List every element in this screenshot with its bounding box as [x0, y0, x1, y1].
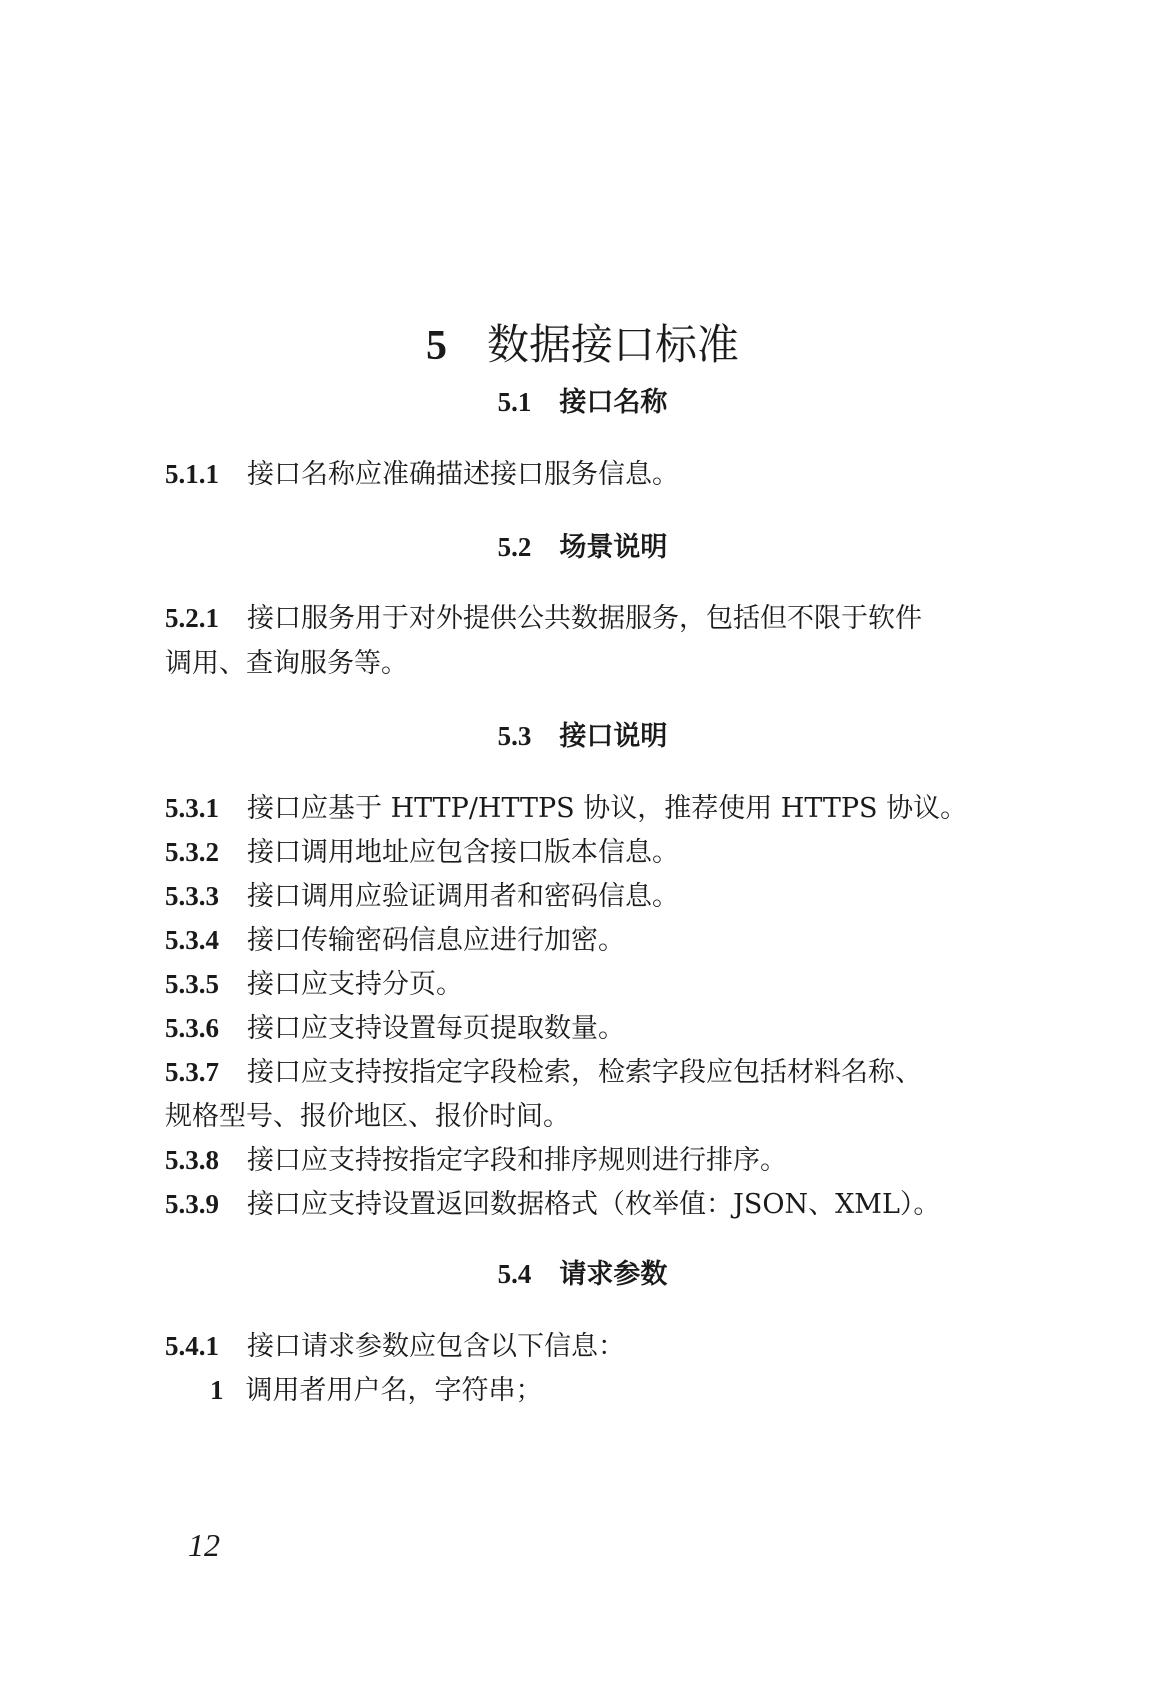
- clause-5-3-1: [165, 786, 1005, 831]
- clause-text: 接口应支持分页。: [247, 969, 463, 1000]
- clause-5-3-2: [165, 830, 1005, 875]
- section-number: 5.1: [497, 387, 532, 417]
- clause-text-line-1: 接口应支持按指定字段检索，检索字段应包括材料名称、: [247, 1057, 922, 1088]
- clause-text: 接口应支持设置每页提取数量。: [247, 1013, 625, 1044]
- section-heading-5-3: [0, 718, 1165, 755]
- clause-text: 接口调用应验证调用者和密码信息。: [247, 881, 679, 912]
- clause-5-3-5: [165, 962, 1005, 1007]
- section-heading-5-2: [0, 529, 1165, 566]
- clause-5-2-1: [165, 596, 1005, 641]
- section-number: 5.4: [497, 1259, 532, 1289]
- section-title: 接口说明: [559, 721, 668, 752]
- clause-5-4-1: [165, 1324, 1005, 1369]
- clause-text: 接口应支持设置返回数据格式（枚举值：JSON、XML）。: [247, 1189, 941, 1220]
- clause-text: 接口应支持按指定字段和排序规则进行排序。: [247, 1145, 787, 1176]
- chapter-title: [0, 318, 1165, 373]
- clause-5-3-3: [165, 874, 1005, 919]
- clause-number: 5.1.1: [165, 459, 219, 489]
- clause-number: 5.3.7: [165, 1057, 219, 1087]
- clause-5-3-7-continuation: [165, 1094, 1005, 1139]
- clause-text: 接口应基于 HTTP/HTTPS 协议，推荐使用 HTTPS 协议。: [247, 793, 968, 824]
- clause-number: 5.3.4: [165, 925, 219, 955]
- clause-5-3-6: [165, 1006, 1005, 1051]
- section-title: 请求参数: [559, 1259, 668, 1290]
- clause-number: 5.3.8: [165, 1145, 219, 1175]
- page-number: 12: [188, 1527, 220, 1563]
- clause-5-3-7: [165, 1050, 1005, 1095]
- section-title: 场景说明: [559, 532, 668, 563]
- section-title: 接口名称: [559, 387, 668, 418]
- section-heading-5-4: [0, 1256, 1165, 1293]
- section-number: 5.3: [497, 721, 532, 751]
- clause-number: 5.3.5: [165, 969, 219, 999]
- clause-text: 接口名称应准确描述接口服务信息。: [247, 459, 679, 490]
- list-item: [210, 1368, 543, 1413]
- clause-5-1-1: [165, 452, 1005, 497]
- list-item-number: 1: [210, 1375, 224, 1405]
- clause-number: 5.3.1: [165, 793, 219, 823]
- clause-5-2-1-continuation: [165, 641, 1005, 686]
- clause-number: 5.4.1: [165, 1331, 219, 1361]
- clause-text: 接口请求参数应包含以下信息：: [247, 1331, 625, 1362]
- clause-number: 5.3.9: [165, 1189, 219, 1219]
- clause-number: 5.3.2: [165, 837, 219, 867]
- section-number: 5.2: [497, 532, 532, 562]
- clause-number: 5.3.6: [165, 1013, 219, 1043]
- chapter-number: 5: [425, 323, 447, 369]
- clause-text: 接口传输密码信息应进行加密。: [247, 925, 625, 956]
- clause-text-line-2: 规格型号、报价地区、报价时间。: [165, 1101, 570, 1132]
- clause-5-3-9: [165, 1182, 1005, 1227]
- clause-5-3-4: [165, 918, 1005, 963]
- clause-number: 5.2.1: [165, 603, 219, 633]
- list-item-text: 调用者用户名，字符串；: [245, 1375, 543, 1406]
- section-heading-5-1: [0, 384, 1165, 421]
- clause-text-line-2: 调用、查询服务等。: [165, 648, 408, 679]
- clause-number: 5.3.3: [165, 881, 219, 911]
- chapter-title-text: 数据接口标准: [486, 320, 739, 369]
- clause-text-line-1: 接口服务用于对外提供公共数据服务，包括但不限于软件: [247, 603, 922, 634]
- clause-text: 接口调用地址应包含接口版本信息。: [247, 837, 679, 868]
- clause-5-3-8: [165, 1138, 1005, 1183]
